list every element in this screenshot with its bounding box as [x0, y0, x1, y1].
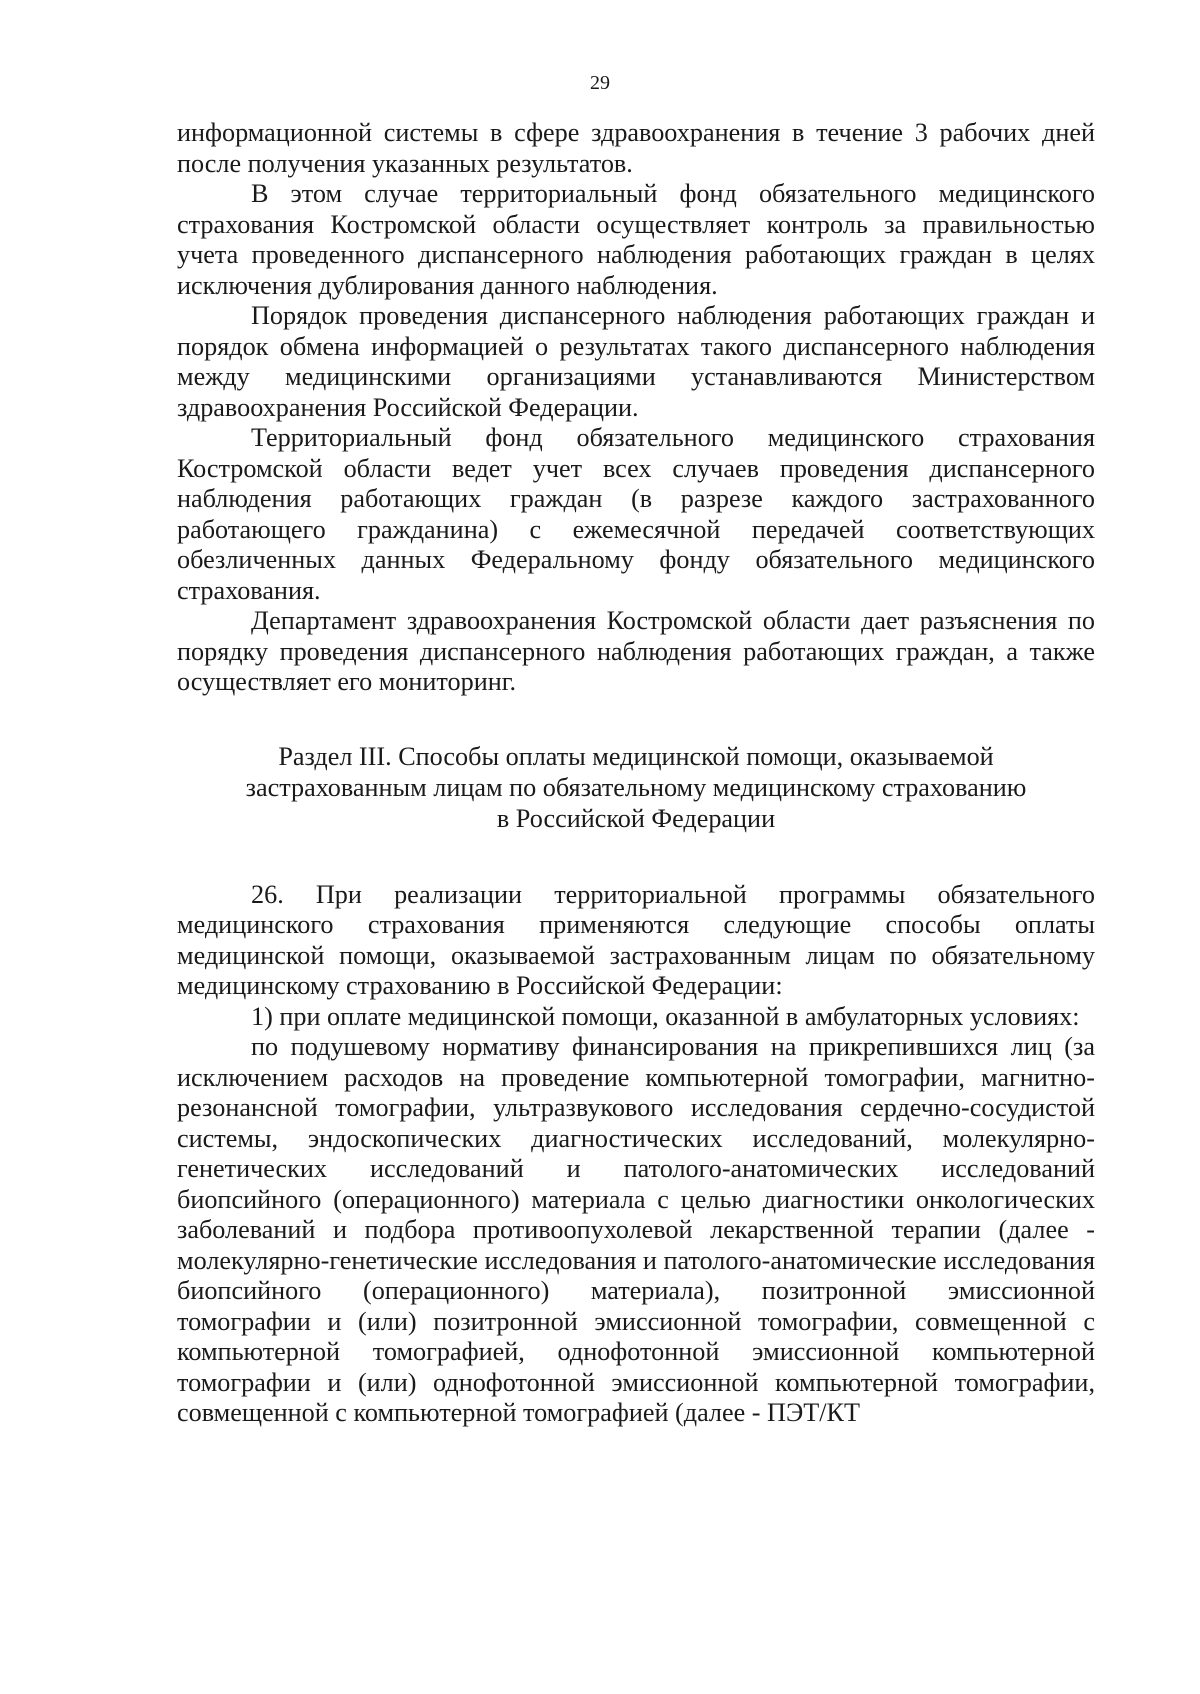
paragraph-fund-accounting: Территориальный фонд обязательного медицинского страхования Костромской области ведет учет всех случаев проведения диспансерного наблюдения работающих граждан (в разрезе каждого застрахованного работающего гражданина) с ежемесячной передачей соответствующих обезличенных данных Федеральному фонду обязательного медицинского страхования.	[177, 423, 1095, 605]
section-heading-line-1: Раздел III. Способы оплаты медицинской помощи, оказываемой	[278, 741, 994, 771]
section-heading-line-3: в Российской Федерации	[496, 803, 776, 833]
document-body	[177, 118, 1095, 1429]
paragraph-procedure: Порядок проведения диспансерного наблюдения работающих граждан и порядок обмена информацией о результатах такого диспансерного наблюдения между медицинскими организациями устанавливаются Министерством здравоохранения Российской Федерации.	[177, 301, 1095, 422]
section-heading-line-2: застрахованным лицам по обязательному медицинскому страхованию	[245, 772, 1027, 802]
paragraph-per-capita: по подушевому нормативу финансирования на прикрепившихся лиц (за исключением расходов на проведение компьютерной томографии, магнитно-резонансной томографии, ультразвукового исследования сердечно-сосудистой системы, эндоскопических диагностических исследований, молекулярно-генетических исследований и патолого-анатомических исследований биопсийного (операционного) материала с целью диагностики онкологических заболеваний и подбора противоопухолевой лекарственной терапии (далее - молекулярно-генетические исследования и патолого-анатомические исследования биопсийного (операционного) материала), позитронной эмиссионной томографии и (или) позитронной эмиссионной томографии, совмещенной с компьютерной томографией, однофотонной эмиссионной компьютерной томографии и (или) однофотонной эмиссионной компьютерной томографии, совмещенной с компьютерной томографией (далее - ПЭТ/КТ	[177, 1032, 1095, 1427]
section-heading	[177, 741, 1095, 834]
page-number: 29	[590, 72, 610, 94]
paragraph-item-26: 26. При реализации территориальной программы обязательного медицинского страхования применяются следующие способы оплаты медицинской помощи, оказываемой застрахованным лицам по обязательному медицинскому страхованию в Российской Федерации:	[177, 879, 1095, 1000]
paragraph-department: Департамент здравоохранения Костромской области дает разъяснения по порядку проведения диспансерного наблюдения работающих граждан, а также осуществляет его мониторинг.	[177, 606, 1095, 696]
paragraph-subitem-1: 1) при оплате медицинской помощи, оказанной в амбулаторных условиях:	[251, 1001, 1080, 1031]
paragraph-fund-control: В этом случае территориальный фонд обязательного медицинского страхования Костромской области осуществляет контроль за правильностью учета проведенного диспансерного наблюдения работающих граждан в целях исключения дублирования данного наблюдения.	[177, 179, 1095, 300]
paragraph-continuation: информационной системы в сфере здравоохранения в течение 3 рабочих дней после получения указанных результатов.	[177, 118, 1095, 178]
